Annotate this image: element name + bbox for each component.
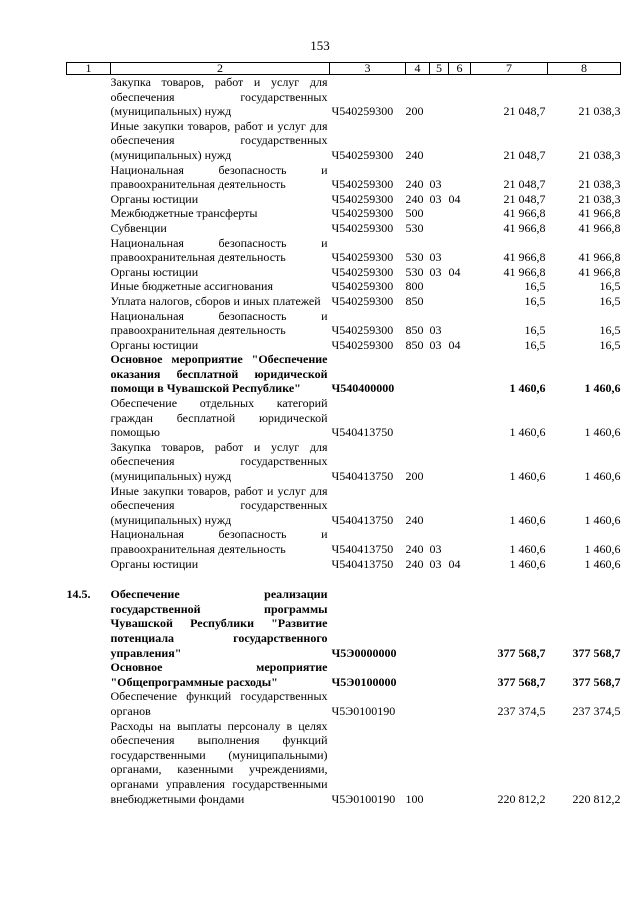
row-name: Закупка товаров, работ и услуг для обеспечения государственных (муниципальных) нужд <box>110 75 328 119</box>
section-code <box>430 119 449 163</box>
target-article-code: Ч5Э0100000 <box>331 674 397 689</box>
amount-col7: 16,5 <box>524 279 546 294</box>
subsection-code <box>449 587 471 660</box>
amount-col7: 16,5 <box>524 323 546 338</box>
amount-col7: 21 048,7 <box>503 104 546 119</box>
amount-col7: 41 966,8 <box>503 264 546 279</box>
amount-col7: 1 460,6 <box>509 381 546 396</box>
amount-col7: 237 374,5 <box>497 703 546 718</box>
table-row <box>67 396 621 440</box>
expense-type-code: 240 <box>405 177 424 192</box>
amount-col8: 1 460,6 <box>584 469 621 484</box>
header-cell: 4 <box>406 63 430 75</box>
amount-col7: 21 048,7 <box>503 191 546 206</box>
row-name: Межбюджетные трансферты <box>110 206 258 221</box>
amount-col8: 1 460,6 <box>584 425 621 440</box>
page-number: 153 <box>310 38 330 53</box>
section-code <box>430 75 449 119</box>
target-article-code: Ч540259300 <box>331 220 394 235</box>
table-row <box>67 484 621 528</box>
row-name: Закупка товаров, работ и услуг для обеспечения государственных (муниципальных) нужд <box>110 439 328 484</box>
row-index <box>67 192 111 207</box>
row-name: Национальная безопасность и правоохранительная деятельность <box>110 527 328 556</box>
subsection-code <box>449 719 471 807</box>
row-name: Иные закупки товаров, работ и услуг для обеспечения государственных (муниципальных) нужд <box>110 118 328 162</box>
table-row <box>67 279 621 294</box>
subsection-code <box>449 206 471 221</box>
row-name: Органы юстиции <box>110 337 199 352</box>
section-code <box>430 719 449 807</box>
row-name: Обеспечение функций государственных органов <box>110 689 328 718</box>
target-article-code: Ч540413750 <box>331 512 394 527</box>
section-code: 03 <box>429 323 442 338</box>
table-row <box>67 236 621 265</box>
amount-col7: 21 048,7 <box>503 147 546 162</box>
amount-col7: 41 966,8 <box>503 220 546 235</box>
table-row <box>67 309 621 338</box>
expense-type-code: 530 <box>405 250 424 265</box>
amount-col7: 16,5 <box>524 337 546 352</box>
subsection-code: 04 <box>448 191 461 206</box>
amount-col8: 1 460,6 <box>584 542 621 556</box>
amount-col7: 41 966,8 <box>503 250 546 265</box>
expense-type-code: 200 <box>405 104 424 119</box>
section-code: 03 <box>429 191 442 206</box>
row-index <box>67 206 111 221</box>
subsection-code <box>449 396 471 440</box>
subsection-code <box>449 440 471 484</box>
section-code: 03 <box>429 177 442 192</box>
expense-type-code: 500 <box>405 206 424 221</box>
subsection-code <box>449 309 471 338</box>
amount-col7: 41 966,8 <box>503 206 546 221</box>
section-code: 03 <box>429 556 442 571</box>
row-name: Национальная безопасность и правоохранительная деятельность <box>110 162 328 192</box>
table-row <box>67 338 621 353</box>
row-name: Иные бюджетные ассигнования <box>110 279 273 294</box>
table-row <box>67 660 621 689</box>
row-index <box>67 236 111 265</box>
amount-col7: 377 568,7 <box>497 674 546 689</box>
row-index <box>67 75 111 119</box>
table-row <box>67 119 621 163</box>
subsection-code <box>449 236 471 265</box>
row-index <box>67 294 111 309</box>
header-cell: 7 <box>471 63 548 75</box>
subsection-code: 04 <box>448 337 461 352</box>
table-body <box>67 75 621 807</box>
amount-col8: 41 966,8 <box>578 220 621 235</box>
row-name: Национальная безопасность и правоохранительная деятельность <box>110 308 328 338</box>
section-code: 03 <box>429 264 442 279</box>
expense-type-code: 100 <box>405 791 424 806</box>
row-name: Обеспечение отдельных категорий граждан бесплатной юридической помощью <box>110 396 328 440</box>
target-article-code: Ч5Э0100190 <box>331 703 396 718</box>
amount-col7: 1 460,6 <box>509 469 546 484</box>
table-row <box>67 587 621 660</box>
expense-type-code <box>406 587 430 660</box>
amount-col7: 1 460,6 <box>509 542 546 556</box>
expense-type-code: 850 <box>405 337 424 352</box>
row-index <box>67 279 111 294</box>
expense-type-code: 800 <box>405 279 424 294</box>
section-code <box>430 221 449 236</box>
row-name: Органы юстиции <box>110 191 199 206</box>
table-row <box>67 527 621 556</box>
section-code <box>430 440 449 484</box>
section-code <box>430 279 449 294</box>
expense-type-code: 850 <box>405 323 424 338</box>
amount-col8: 16,5 <box>599 279 621 294</box>
header-cell: 2 <box>111 63 330 75</box>
subsection-code: 04 <box>448 264 461 279</box>
expense-type-code <box>406 689 430 718</box>
section-code: 03 <box>429 250 442 265</box>
target-article-code: Ч540413750 <box>331 542 394 556</box>
expense-type-code: 240 <box>405 512 424 527</box>
target-article-code: Ч540259300 <box>331 337 394 352</box>
table-row <box>67 192 621 207</box>
row-index <box>67 440 111 484</box>
subsection-code <box>449 221 471 236</box>
row-name: Обеспечение реализации государственной программы Чувашской Республики "Развитие потенциала государственного управления" <box>110 587 328 660</box>
target-article-code: Ч540259300 <box>331 264 394 279</box>
subsection-code <box>449 294 471 309</box>
section-code <box>430 206 449 221</box>
row-name: Расходы на выплаты персоналу в целях обеспечения выполнения функций государственными (муниципальными) органами, казенными учреждениями, органами управления государственными внебюджетными фондами <box>110 718 328 806</box>
expense-type-code <box>406 352 430 396</box>
amount-col8: 1 460,6 <box>584 556 621 571</box>
header-cell: 6 <box>449 63 471 75</box>
target-article-code: Ч540259300 <box>331 323 394 338</box>
table-row <box>67 265 621 280</box>
section-code: 03 <box>429 542 442 556</box>
subsection-code <box>449 279 471 294</box>
table-row <box>67 206 621 221</box>
amount-col8: 16,5 <box>599 323 621 338</box>
row-index <box>67 352 111 396</box>
subsection-code <box>449 163 471 192</box>
row-index <box>67 396 111 440</box>
row-index: 14.5. <box>66 587 91 602</box>
expense-type-code: 240 <box>405 542 424 556</box>
table-row <box>67 163 621 192</box>
section-code <box>430 484 449 528</box>
section-code <box>430 660 449 689</box>
table-row <box>67 557 621 572</box>
row-name: Национальная безопасность и правоохранительная деятельность <box>110 235 328 265</box>
spacer-row <box>67 571 621 587</box>
row-name: Уплата налогов, сборов и иных платежей <box>110 293 321 308</box>
target-article-code: Ч540259300 <box>331 250 394 265</box>
target-article-code: Ч540259300 <box>331 147 394 162</box>
row-index <box>67 338 111 353</box>
header-cell: 3 <box>330 63 406 75</box>
expense-type-code: 530 <box>405 264 424 279</box>
table-row <box>67 75 621 119</box>
expense-type-code: 240 <box>405 147 424 162</box>
table-row <box>67 719 621 807</box>
section-code <box>430 587 449 660</box>
expense-type-code: 200 <box>405 469 424 484</box>
row-name: Иные закупки товаров, работ и услуг для обеспечения государственных (муниципальных) нужд <box>110 483 328 527</box>
target-article-code: Ч540259300 <box>331 191 394 206</box>
target-article-code: Ч540259300 <box>331 293 394 308</box>
amount-col7: 377 568,7 <box>497 645 546 660</box>
target-article-code: Ч540259300 <box>331 177 394 192</box>
target-article-code: Ч540259300 <box>331 104 394 119</box>
header-cell: 5 <box>430 63 449 75</box>
header-cell: 1 <box>67 63 111 75</box>
row-index <box>67 309 111 338</box>
section-code <box>430 689 449 718</box>
row-name: Основное мероприятие "Общепрограммные расходы" <box>110 660 328 689</box>
target-article-code: Ч540413750 <box>331 469 394 484</box>
row-index <box>67 660 111 689</box>
row-name: Основное мероприятие "Обеспечение оказания бесплатной юридической помощи в Чувашской Республике" <box>110 352 328 396</box>
table-row <box>67 294 621 309</box>
section-code <box>430 396 449 440</box>
amount-col8: 377 568,7 <box>572 674 621 689</box>
expense-type-code: 240 <box>405 556 424 571</box>
row-index <box>67 265 111 280</box>
spacer-cell <box>67 571 621 587</box>
section-code <box>430 294 449 309</box>
subsection-code: 04 <box>448 556 461 571</box>
subsection-code <box>449 527 471 556</box>
table-row <box>67 352 621 396</box>
amount-col8: 16,5 <box>599 337 621 352</box>
amount-col8: 41 966,8 <box>578 264 621 279</box>
row-index <box>67 527 111 556</box>
expense-type-code <box>406 396 430 440</box>
target-article-code: Ч540259300 <box>331 206 394 221</box>
table-row <box>67 440 621 484</box>
amount-col8: 21 038,3 <box>578 191 621 206</box>
amount-col7: 220 812,2 <box>497 791 546 806</box>
expense-type-code: 530 <box>405 220 424 235</box>
row-index <box>67 557 111 572</box>
row-index <box>67 719 111 807</box>
amount-col7: 1 460,6 <box>509 556 546 571</box>
amount-col7: 16,5 <box>524 293 546 308</box>
budget-table <box>66 62 621 806</box>
amount-col8: 16,5 <box>599 293 621 308</box>
row-index <box>67 119 111 163</box>
section-code <box>430 352 449 396</box>
target-article-code: Ч540259300 <box>331 279 394 294</box>
amount-col8: 1 460,6 <box>584 512 621 527</box>
expense-type-code <box>406 660 430 689</box>
section-code: 03 <box>429 337 442 352</box>
table-row <box>67 221 621 236</box>
amount-col8: 237 374,5 <box>572 703 621 718</box>
row-name: Органы юстиции <box>110 556 199 571</box>
target-article-code: Ч540413750 <box>331 425 394 440</box>
subsection-code <box>449 75 471 119</box>
amount-col8: 41 966,8 <box>578 250 621 265</box>
row-name: Органы юстиции <box>110 264 199 279</box>
target-article-code: Ч540413750 <box>331 556 394 571</box>
row-index <box>67 221 111 236</box>
subsection-code <box>449 660 471 689</box>
subsection-code <box>449 484 471 528</box>
amount-col7: 1 460,6 <box>509 512 546 527</box>
target-article-code: Ч5Э0100190 <box>331 791 396 806</box>
expense-type-code: 240 <box>405 191 424 206</box>
amount-col8: 1 460,6 <box>584 381 621 396</box>
target-article-code: Ч540400000 <box>331 381 395 396</box>
amount-col8: 21 038,3 <box>578 147 621 162</box>
amount-col7: 1 460,6 <box>509 425 546 440</box>
subsection-code <box>449 119 471 163</box>
amount-col8: 220 812,2 <box>572 791 621 806</box>
amount-col7: 21 048,7 <box>503 177 546 192</box>
table-row <box>67 689 621 718</box>
amount-col8: 21 038,3 <box>578 177 621 192</box>
row-index <box>67 163 111 192</box>
row-index <box>67 484 111 528</box>
subsection-code <box>449 352 471 396</box>
subsection-code <box>449 689 471 718</box>
header-row <box>67 63 621 75</box>
target-article-code: Ч5Э0000000 <box>331 645 397 660</box>
row-name: Субвенции <box>110 220 167 235</box>
amount-col8: 21 038,3 <box>578 104 621 119</box>
row-index <box>67 689 111 718</box>
amount-col8: 377 568,7 <box>572 645 621 660</box>
expense-type-code: 850 <box>405 293 424 308</box>
amount-col8: 41 966,8 <box>578 206 621 221</box>
header-cell: 8 <box>548 63 621 75</box>
